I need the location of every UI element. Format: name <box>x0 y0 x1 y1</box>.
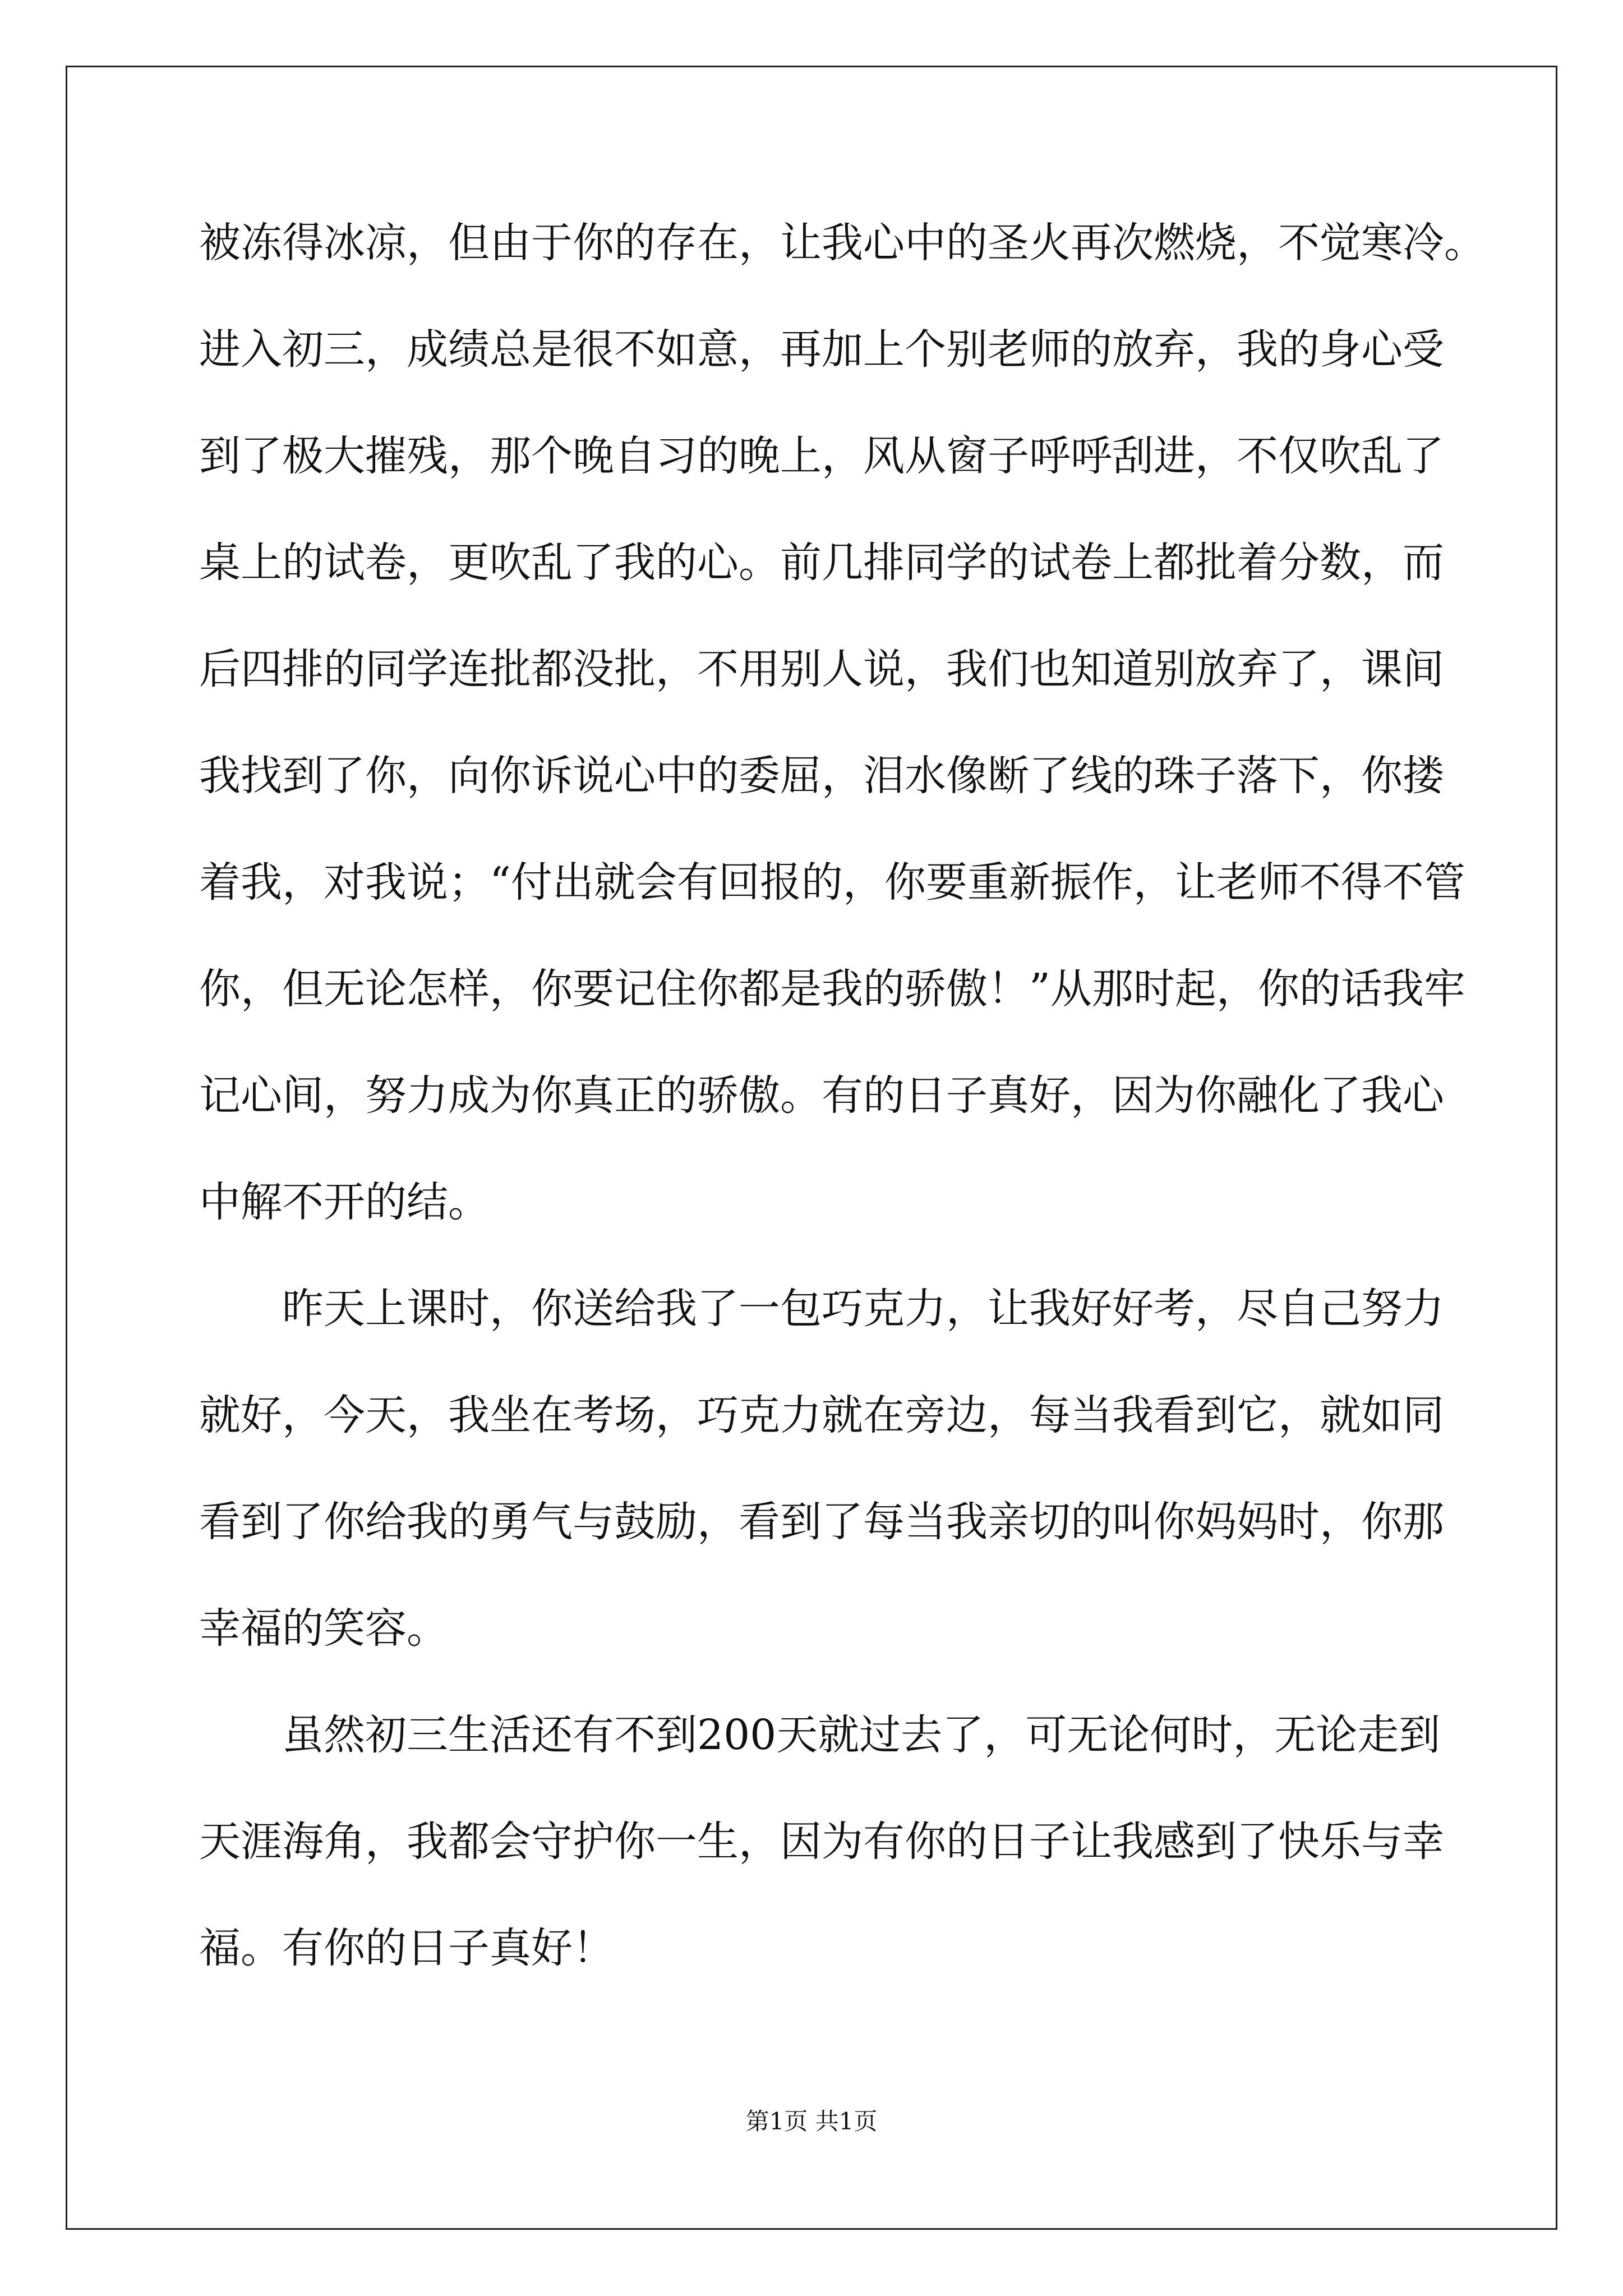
text-line: 幸福的笑容。 <box>199 1604 448 1653</box>
text-line: 中解不开的结。 <box>199 1178 490 1226</box>
text-line: 被冻得冰凉，但由于你的存在，让我心中的圣火再次燃烧，不觉寒冷。 <box>199 219 1486 267</box>
text-line: 看到了你给我的勇气与鼓励，看到了每当我亲切的叫你妈妈时，你那 <box>199 1498 1444 1546</box>
page-number-footer: 第1页 共1页 <box>745 2108 878 2135</box>
text-line: 后四排的同学连批都没批，不用别人说，我们也知道别放弃了，课间 <box>199 645 1444 693</box>
text-line: 记心间，努力成为你真正的骄傲。有的日子真好，因为你融化了我心 <box>199 1071 1444 1120</box>
text-line: 着我，对我说；“付出就会有回报的，你要重新振作，让老师不得不管 <box>199 858 1465 907</box>
text-line: 天涯海角，我都会守护你一生，因为有你的日子让我感到了快乐与幸 <box>199 1818 1444 1866</box>
text-line: 到了极大摧残，那个晚自习的晚上，风从窗子呼呼刮进，不仅吹乱了 <box>199 432 1444 480</box>
text-line: 福。有你的日子真好！ <box>199 1924 614 1972</box>
text-line: 就好，今天，我坐在考场，巧克力就在旁边，每当我看到它，就如同 <box>199 1391 1444 1439</box>
paragraph-first-line: 虽然初三生活还有不到200天就过去了，可无论何时，无论走到 <box>282 1711 1441 1759</box>
document-body <box>199 190 1486 2001</box>
text-line: 进入初三，成绩总是很不如意，再加上个别老师的放弃，我的身心受 <box>199 325 1444 374</box>
text-line: 我找到了你，向你诉说心中的委屈，泪水像断了线的珠子落下，你搂 <box>199 752 1444 800</box>
paragraph-first-line: 昨天上课时，你送给我了一包巧克力，让我好好考，尽自己努力 <box>282 1285 1444 1333</box>
text-line: 桌上的试卷，更吹乱了我的心。前几排同学的试卷上都批着分数，而 <box>199 539 1444 587</box>
text-line: 你，但无论怎样，你要记住你都是我的骄傲！”从那时起，你的话我牢 <box>199 965 1465 1013</box>
